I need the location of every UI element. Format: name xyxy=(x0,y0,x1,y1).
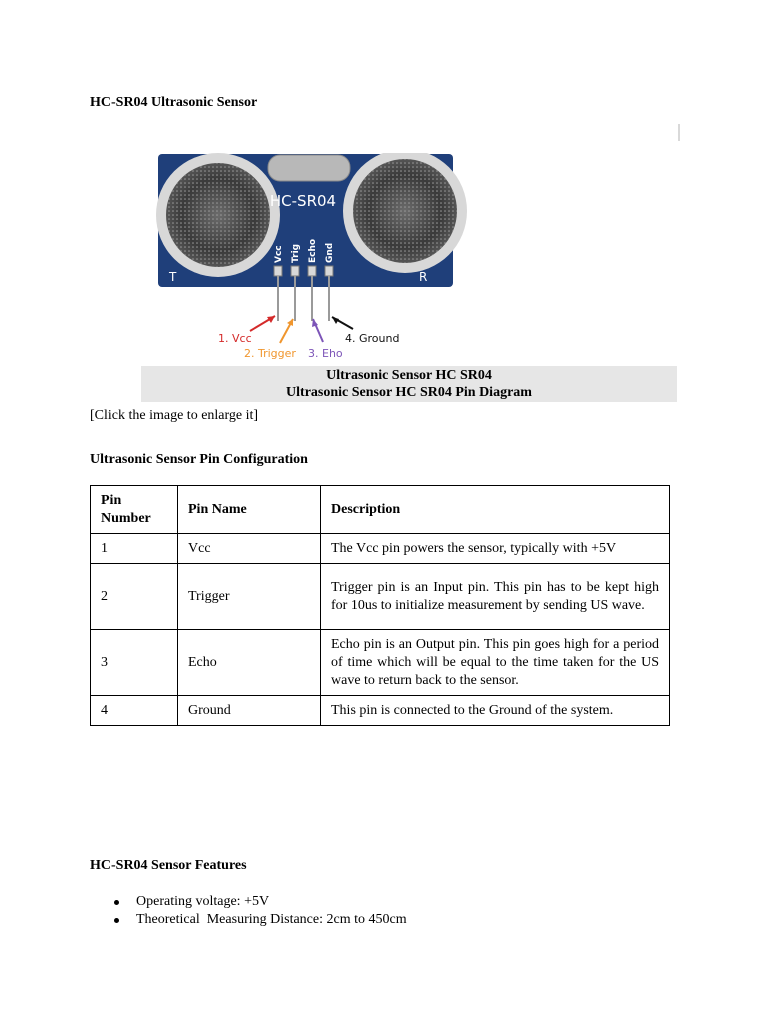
header-description: Description xyxy=(321,486,670,534)
enlarge-note: [Click the image to enlarge it] xyxy=(90,408,259,423)
pin-number-cell: 1 xyxy=(91,534,178,564)
table-row xyxy=(91,696,670,726)
callout-trigger: 2. Trigger xyxy=(244,347,296,360)
pin-name-cell: Ground xyxy=(178,696,321,726)
list-item: Operating voltage: +5V xyxy=(110,893,407,911)
pin-configuration-table xyxy=(90,485,670,726)
table-row xyxy=(91,564,670,630)
features-heading: HC-SR04 Sensor Features xyxy=(90,858,247,873)
description-cell: Trigger pin is an Input pin. This pin has to be kept high for 10us to initialize measurement by sending US wave. xyxy=(321,564,670,630)
pin-name-cell: Vcc xyxy=(178,534,321,564)
pin-name-cell: Trigger xyxy=(178,564,321,630)
table-row xyxy=(91,534,670,564)
header-pin-number: Pin Number xyxy=(91,486,178,534)
callout-ground: 4. Ground xyxy=(345,332,400,345)
corner-left-label: T xyxy=(169,270,177,284)
table-row xyxy=(91,630,670,696)
page-title: HC-SR04 Ultrasonic Sensor xyxy=(90,95,258,110)
description-cell: This pin is connected to the Ground of the system. xyxy=(321,696,670,726)
board-label: HC-SR04 xyxy=(269,192,337,210)
pin-number-cell: 3 xyxy=(91,630,178,696)
description-cell: The Vcc pin powers the sensor, typically with +5V xyxy=(321,534,670,564)
caption-line-1: Ultrasonic Sensor HC SR04 xyxy=(326,368,492,383)
pin-label-gnd: Gnd xyxy=(325,242,335,263)
features-list xyxy=(110,893,407,929)
pin-name-cell: Echo xyxy=(178,630,321,696)
corner-right-label: R xyxy=(419,270,428,284)
pin-configuration-heading: Ultrasonic Sensor Pin Configuration xyxy=(90,452,308,467)
pin-label-trig: Trig xyxy=(291,243,301,263)
page-edge-mark xyxy=(678,124,680,141)
callout-echo: 3. Eho xyxy=(308,347,343,360)
sensor-pin-diagram-image[interactable] xyxy=(155,153,475,365)
pin-label-vcc: Vcc xyxy=(274,245,284,263)
pin-number-cell: 4 xyxy=(91,696,178,726)
figure-caption xyxy=(141,366,677,402)
crystal-oscillator xyxy=(268,155,350,181)
pin-label-echo: Echo xyxy=(308,238,318,263)
callout-vcc: 1. Vcc xyxy=(218,332,252,345)
table-header-row xyxy=(91,486,670,534)
list-item: Theoretical Measuring Distance: 2cm to 450cm xyxy=(110,911,407,929)
description-cell: Echo pin is an Output pin. This pin goes high for a period of time which will be equal to the time taken for the US wave to return back to the sensor. xyxy=(321,630,670,696)
caption-line-2: Ultrasonic Sensor HC SR04 Pin Diagram xyxy=(286,385,532,400)
header-pin-name: Pin Name xyxy=(178,486,321,534)
pin-number-cell: 2 xyxy=(91,564,178,630)
